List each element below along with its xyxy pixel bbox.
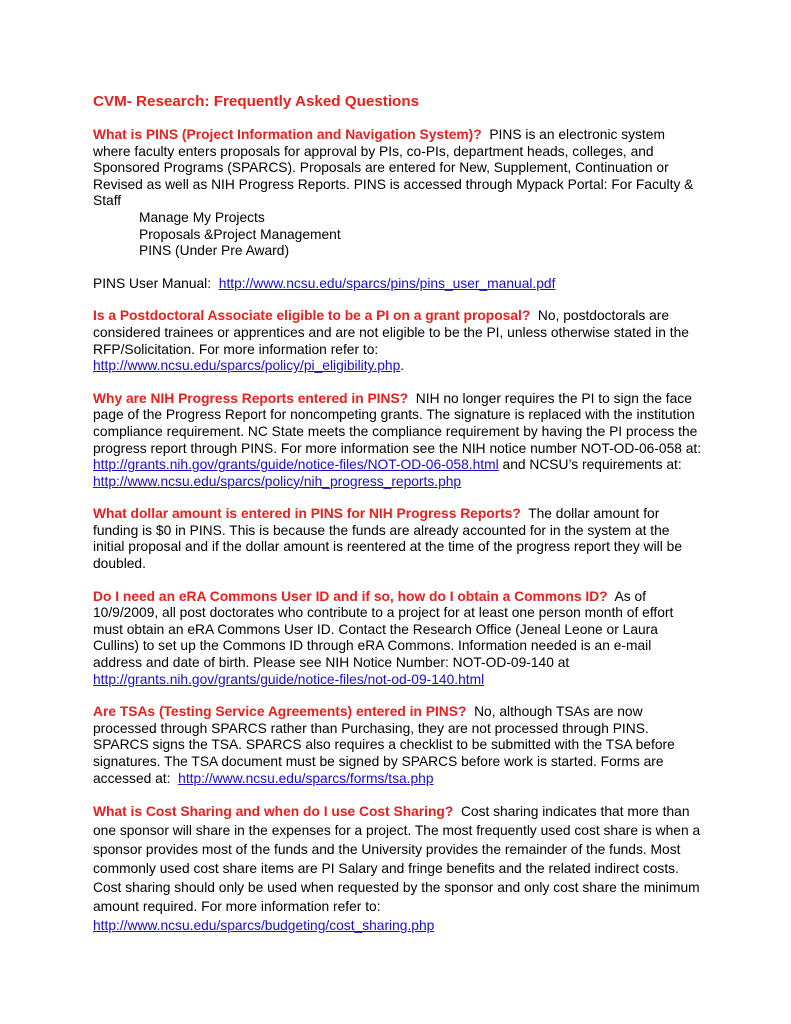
question-era: Do I need an eRA Commons User ID and if so, how do I obtain a Commons ID? bbox=[93, 588, 608, 604]
pins-path-1: Manage My Projects bbox=[139, 209, 265, 225]
answer-cost-sharing: Cost sharing indicates that more than one sponsor will share in the expenses for a project. The most frequently used cost share is when a sponsor provides most of the funds and the University provides the remainder of the funds. Most commonly used cost share items are PI Salary and fringe benefits and the related indirect costs. Cost sharing should only be used when requested by the sponsor and only cost share the minimum amount required. For more information refer to: bbox=[93, 804, 701, 914]
answer-dollar: The dollar amount for funding is $0 in PINS. This is because the funds are already accounted for in the system at the initial proposal and if the dollar amount is reentered at the time of the progress report they will be doubled. bbox=[93, 506, 682, 572]
pins-manual bbox=[93, 276, 703, 293]
pins-path-2: Proposals &Project Management bbox=[139, 226, 341, 242]
faq-era bbox=[93, 589, 703, 689]
question-pins: What is PINS (Project Information and Navigation System)? bbox=[93, 127, 482, 142]
answer-postdoc: No, postdoctorals are considered trainees or apprentices and are not eligible to be the PI, unless otherwise stated in the RFP/Solicitation. For more information refer to: bbox=[93, 308, 689, 357]
question-postdoc: Is a Postdoctoral Associate eligible to be a PI on a grant proposal? bbox=[93, 308, 531, 324]
answer-nih-mid: and NCSU’s requirements at: bbox=[502, 457, 682, 473]
nih-progress-reports-link[interactable]: http://www.ncsu.edu/sparcs/policy/nih_progress_reports.php bbox=[93, 473, 462, 489]
faq-content bbox=[93, 93, 703, 952]
page-title: CVM- Research: Frequently Asked Questions bbox=[93, 93, 420, 110]
faq-tsa bbox=[93, 704, 703, 787]
answer-nih: NIH no longer requires the PI to sign the face page of the Progress Report for noncompeting grants. The signature is replaced with the institution compliance requirement. NC State meets the compliance requirement by having the PI process the progress report through PINS. For more information see the NIH notice number NOT-OD-06-058 at: bbox=[93, 390, 702, 456]
faq-postdoc bbox=[93, 308, 703, 374]
question-nih: Why are NIH Progress Reports entered in PINS? bbox=[93, 390, 409, 406]
postdoc-period: . bbox=[400, 358, 405, 374]
cost-sharing-link[interactable]: http://www.ncsu.edu/sparcs/budgeting/cost_sharing.php bbox=[93, 917, 435, 933]
question-tsa: Are TSAs (Testing Service Agreements) entered in PINS? bbox=[93, 704, 467, 720]
faq-pins bbox=[93, 127, 703, 260]
pins-manual-link[interactable]: http://www.ncsu.edu/sparcs/pins/pins_user_manual.pdf bbox=[218, 275, 556, 291]
era-notice-link[interactable]: http://grants.nih.gov/grants/guide/notice-files/not-od-09-140.html bbox=[93, 671, 485, 687]
answer-pins: PINS is an electronic system where faculty enters proposals for approval by PIs, co-PIs, department heads, colleges, and Sponsored Programs (SPARCS). Proposals are entered for New, Supplement, Continuation or Revised as well as NIH Progress Reports. PINS is accessed through Mypack Portal: For Faculty & Staff bbox=[93, 127, 694, 209]
answer-tsa: No, although TSAs are now processed through SPARCS rather than Purchasing, they are not processed through PINS. SPARCS signs the TSA. SPARCS also requires a checklist to be submitted with the TSA before signatures. The TSA document must be signed by SPARCS before work is started. Forms are accessed at: bbox=[93, 704, 675, 786]
pi-eligibility-link[interactable]: http://www.ncsu.edu/sparcs/policy/pi_eligibility.php bbox=[93, 358, 401, 374]
nih-notice-link[interactable]: http://grants.nih.gov/grants/guide/notice-files/NOT-OD-06-058.html bbox=[93, 457, 499, 473]
faq-nih bbox=[93, 391, 703, 491]
faq-dollar bbox=[93, 506, 703, 572]
answer-era: As of 10/9/2009, all post doctorates who contribute to a project for at least one person month of effort must obtain an eRA Commons User ID. Contact the Research Office (Jeneal Leone or Laura Cullins) to set up the Commons ID through eRA Commons. Information needed is an e-mail address and date of birth. Please see NIH Notice Number: NOT-OD-09-140 at bbox=[93, 588, 674, 671]
question-dollar: What dollar amount is entered in PINS for NIH Progress Reports? bbox=[93, 506, 521, 522]
manual-label: PINS User Manual: bbox=[93, 275, 212, 291]
faq-cost-sharing bbox=[93, 803, 703, 935]
question-cost-sharing: What is Cost Sharing and when do I use Cost Sharing? bbox=[93, 804, 454, 820]
pins-path-3: PINS (Under Pre Award) bbox=[139, 243, 290, 259]
tsa-forms-link[interactable]: http://www.ncsu.edu/sparcs/forms/tsa.php bbox=[178, 770, 434, 786]
